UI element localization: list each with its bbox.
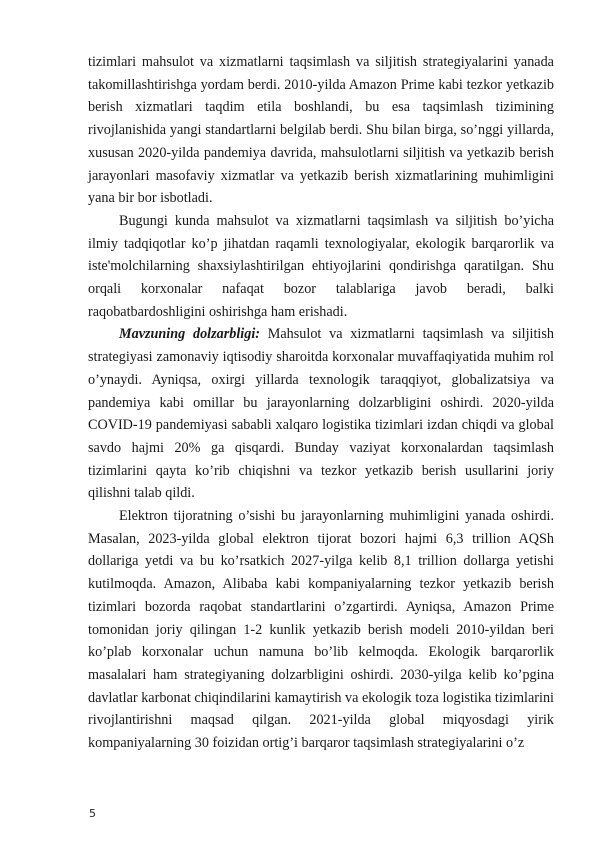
relevance-heading: Mavzuning dolzarbligi: [119, 326, 260, 343]
page-number: 5 [89, 807, 96, 820]
relevance-text: Mahsulot va xizmatlarni taqsimlash va siljitish strategiyasi zamonaviy iqtisodiy sharoitda korxonalar muvaffaqiyatida muhim rol o’ynaydi. Ayniqsa, oxirgi yillarda texnologik taraqqiyot, globalizatsiya va pandemiya kabi omillar bu jarayonlarning dolzarbligini oshirdi. 2020-yilda COVID-19 pandemiyasi sababli xalqaro logistika tizimlari izdan chiqdi va global savdo hajmi 20% ga qisqardi. Bunday vaziyat korxonalardan taqsimlash tizimlarini qayta ko’rib chiqishni va tezkor yetkazib berish usullarini joriy qilishni talab qildi. [88, 326, 554, 502]
paragraph-current-research: Bugungi kunda mahsulot va xizmatlarni taqsimlash va siljitish bo’yicha ilmiy tadqiqotlar ko’p jihatdan raqamli texnologiyalar, ekologik barqarorlik va iste'molchilarning shaxsiylashtirilgan ehtiyojlarini qondirishga qaratilgan. Shu orqali korxonalar nafaqat bozor talablariga javob beradi, balki raqobatbardoshligini oshirishga ham erishadi. [88, 212, 554, 320]
paragraph-continuation: tizimlari mahsulot va xizmatlarni taqsimlash va siljitish strategiyalarini yanada takomillashtirishga yordam berdi. 2010-yilda Amazon Prime kabi tezkor yetkazib berish xizmatlari taqdim etila boshlandi, bu esa taqsimlash tizimining rivojlanishida yangi standartlarni belgilab berdi. Shu bilan birga, so’nggi yillarda, xususan 2020-yilda pandemiya davrida, mahsulotlarni siljitish va yetkazib berish jarayonlari masofaviy xizmatlar va yetkazib berish xizmatlarining muhimligini yana bir bor isbotladi. [88, 54, 554, 207]
paragraph-ecommerce: Elektron tijoratning o’sishi bu jarayonlarning muhimligini yanada oshirdi. Masalan, 2023-yilda global elektron tijorat bozori hajmi 6,3 trillion AQSh dollariga yetdi va bu ko’rsatkich 2027-yilga kelib 8,1 trillion dollarga yetishi kutilmoqda. Amazon, Alibaba kabi kompaniyalarning tezkor yetkazib berish tizimlari bozorda raqobat standartlarini o’zgartirdi. Ayniqsa, Amazon Prime tomonidan joriy qilingan 1-2 kunlik yetkazib berish modeli 2010-yildan beri ko’plab korxonalar uchun namuna bo’lib kelmoqda. Ekologik barqarorlik masalalari ham strategiyaning dolzarbligini oshirdi. 2030-yilga kelib ko’pgina davlatlar karbonat chiqindilarini kamaytirish va ekologik toza logistika tizimlarini rivojlantirishni maqsad qilgan. 2021-yilda global miqyosdagi yirik kompaniyalarning 30 foizidan ortig’i barqaror taqsimlash strategiyalarini o’z [88, 508, 554, 752]
paragraph-relevance [88, 323, 554, 505]
body-text [88, 51, 554, 755]
